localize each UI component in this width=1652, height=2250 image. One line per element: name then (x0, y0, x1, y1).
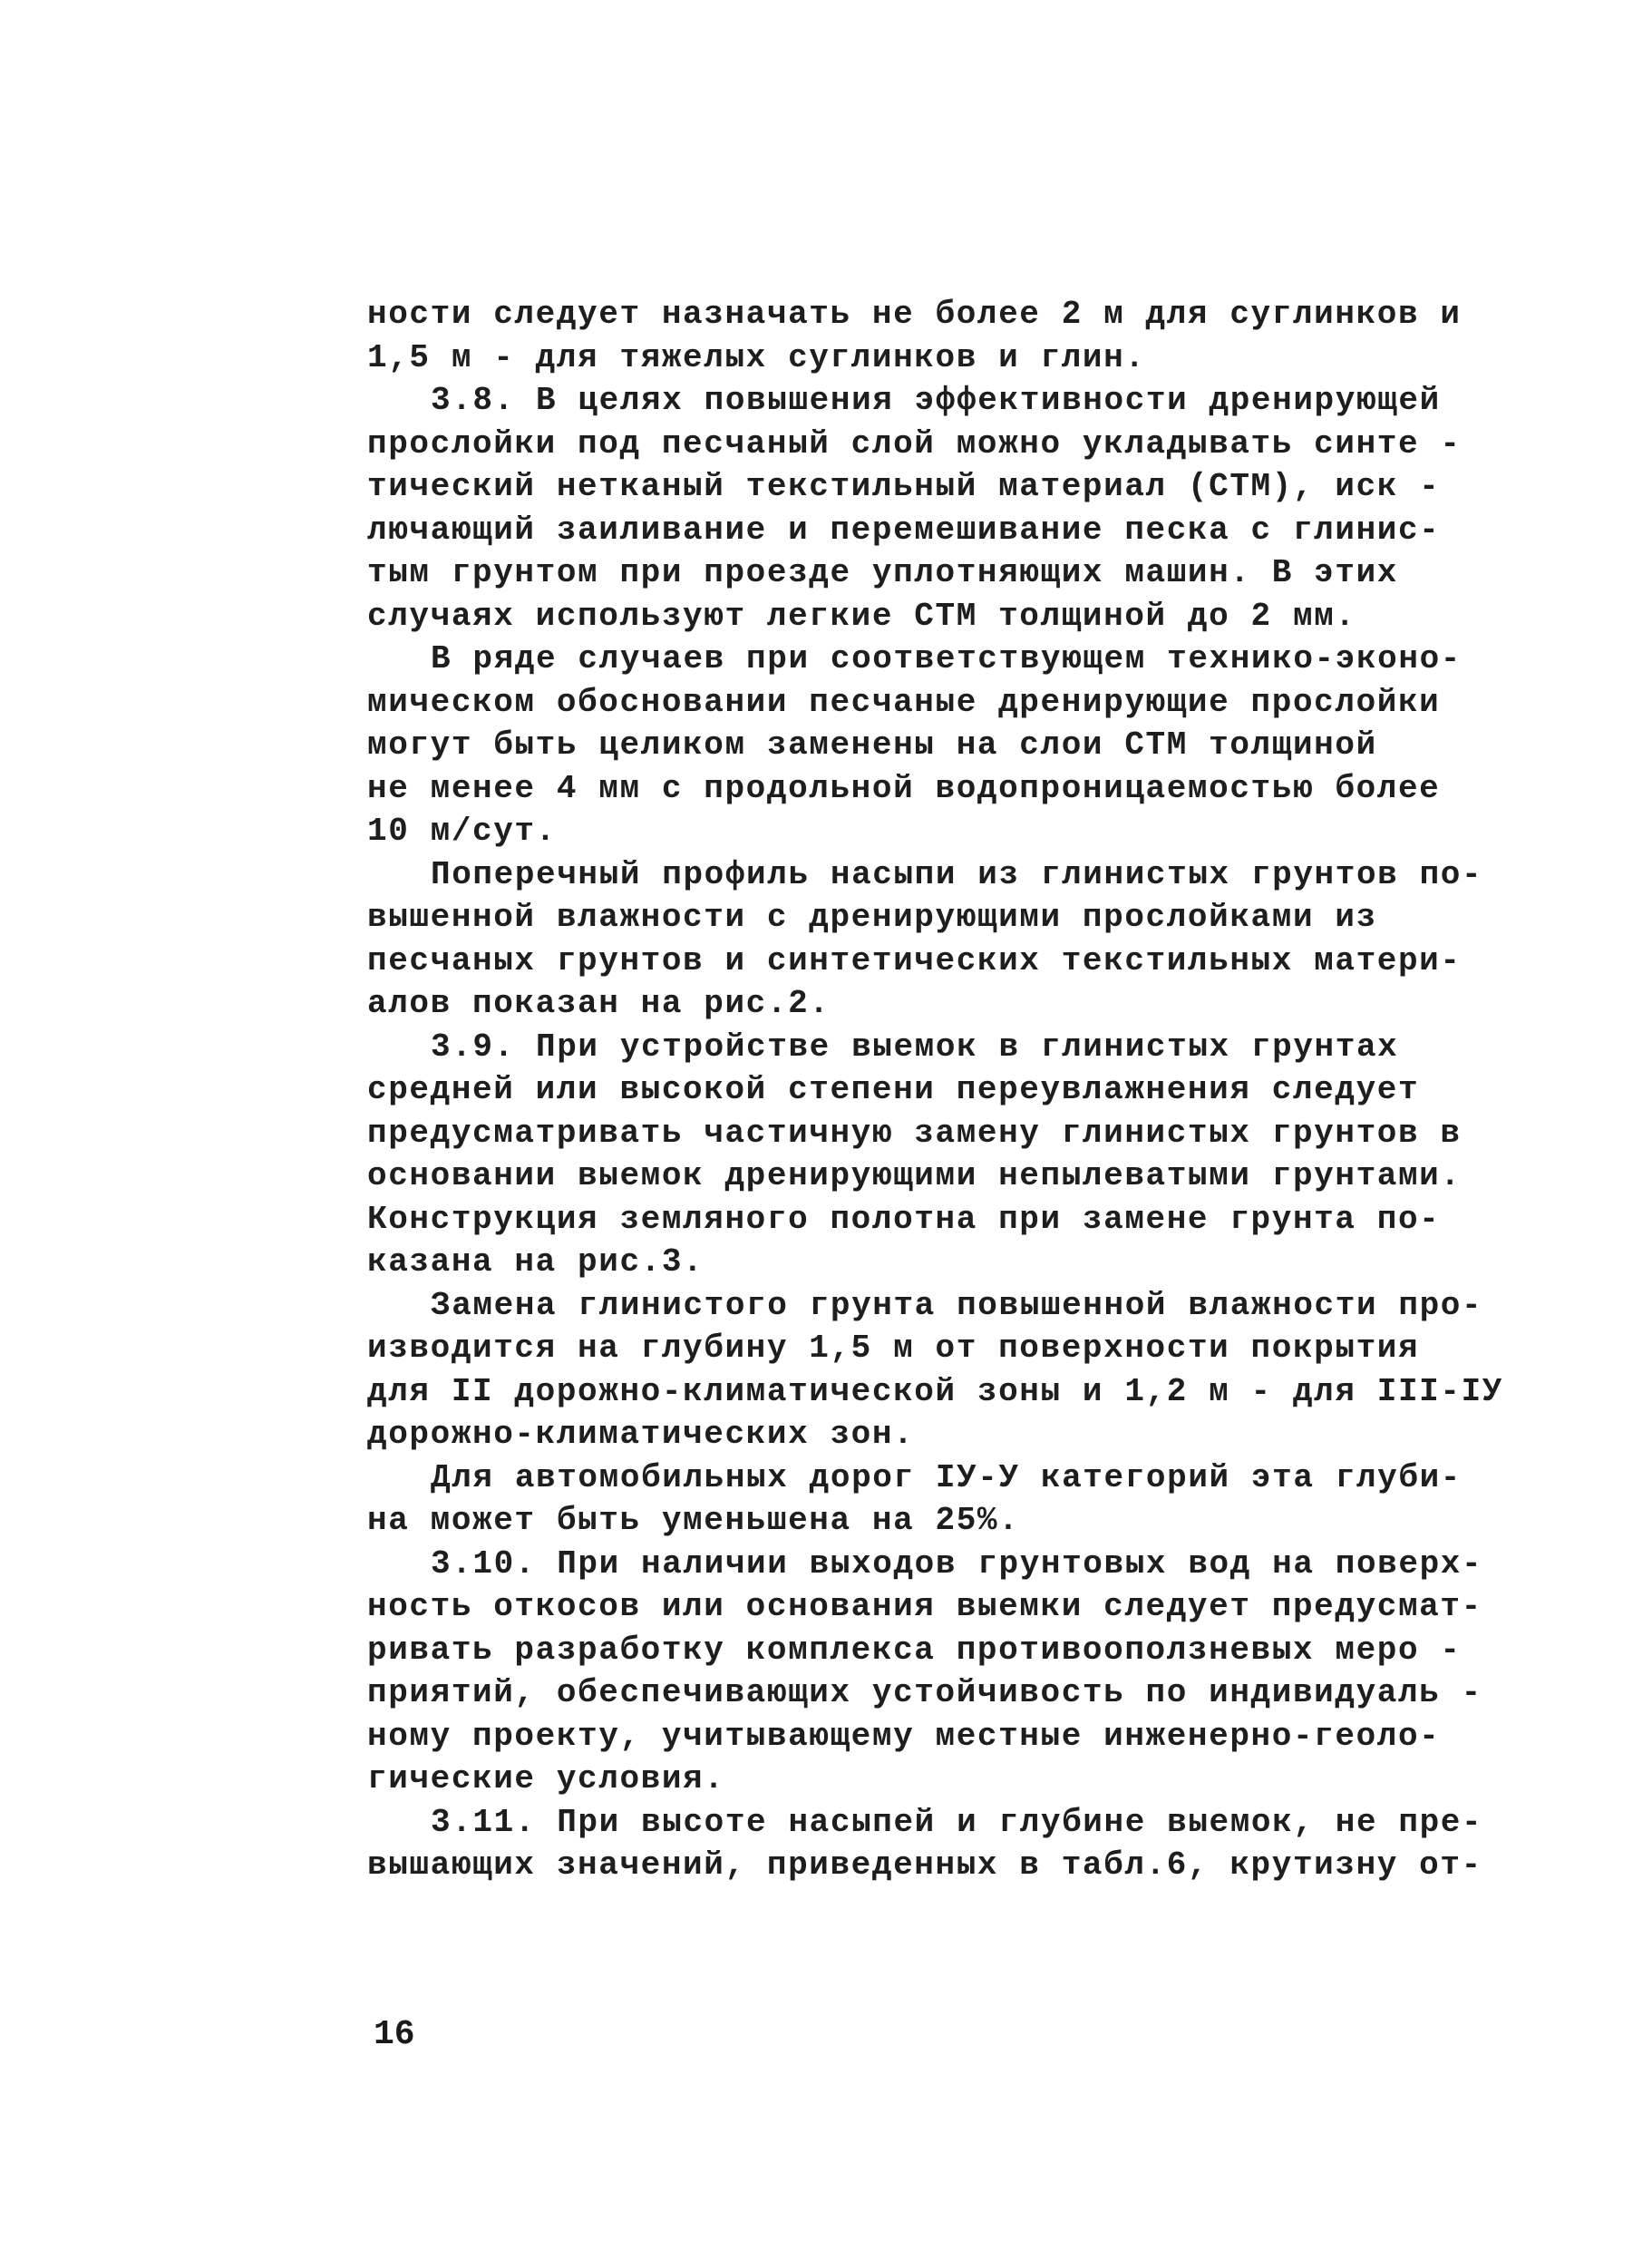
text-line: лючающий заиливание и перемешивание песка с глинис- (367, 511, 1441, 549)
text-line: тический нетканый текстильный материал (СТМ), иск - (367, 468, 1441, 505)
text-line: песчаных грунтов и синтетических текстильных матери- (367, 941, 1462, 979)
paragraph-start: В ряде случаев при соответствующем технико-эконо- (431, 640, 1462, 677)
text-line: не менее 4 мм с продольной водопроницаемостью более (367, 769, 1441, 807)
text-line: казана на рис.3. (367, 1243, 705, 1281)
text-line: прослойки под песчаный слой можно укладывать синте - (367, 424, 1462, 463)
paragraph-3-11-start: 3.11. При высоте насыпей и глубине выемок, не пре- (431, 1803, 1483, 1841)
text-line: ривать разработку комплекса противооползневых меро - (367, 1631, 1462, 1669)
text-line: на может быть уменьшена на 25%. (367, 1502, 1020, 1539)
paragraph-3-9-start: 3.9. При устройстве выемок в глинистых грунтах (431, 1028, 1399, 1066)
paragraph-start: Поперечный профиль насыпи из глинистых грунтов по- (431, 855, 1483, 893)
text-line: средней или высокой степени переувлажнения следует (367, 1071, 1420, 1108)
text-line: приятий, обеспечивающих устойчивость по индивидуаль - (367, 1674, 1482, 1711)
text-line: случаях используют легкие СТМ толщиной до 2 мм. (367, 597, 1356, 635)
text-line: гические условия. (367, 1760, 725, 1797)
text-line: могут быть целиком заменены на слои СТМ толщиной (367, 726, 1377, 764)
text-line: ности следует назначать не более 2 м для суглинков и (367, 296, 1462, 333)
text-line: для II дорожно-климатической зоны и 1,2 м - для III-IУ (367, 1372, 1503, 1410)
text-line: алов показан на рис.2. (367, 985, 831, 1022)
text-line: вышающих значений, приведенных в табл.6, крутизну от- (367, 1846, 1482, 1884)
text-line: ному проекту, учитывающему местные инженерно-геоло- (367, 1717, 1441, 1755)
text-line: основании выемок дренирующими непылеватыми грунтами. (367, 1157, 1462, 1194)
paragraph-start: Для автомобильных дорог IУ-У категорий эта глуби- (431, 1458, 1462, 1496)
text-line: тым грунтом при проезде уплотняющих машин. В этих (367, 554, 1398, 591)
body-text (367, 293, 1546, 1887)
text-line: вышенной влажности с дренирующими прослойками из (367, 899, 1377, 936)
text-line: дорожно-климатических зон. (367, 1416, 915, 1453)
text-line: предусматривать частичную замену глинистых грунтов в (367, 1114, 1462, 1152)
text-line: 1,5 м - для тяжелых суглинков и глин. (367, 338, 1146, 376)
text-line: ность откосов или основания выемки следует предусмат- (367, 1588, 1482, 1625)
text-line: 10 м/сут. (367, 813, 557, 850)
paragraph-start: Замена глинистого грунта повышенной влажности про- (431, 1286, 1483, 1324)
paragraph-3-10-start: 3.10. При наличии выходов грунтовых вод на поверх- (431, 1544, 1483, 1583)
page-number: 16 (374, 2015, 415, 2054)
text-line: изводится на глубину 1,5 м от поверхности покрытия (367, 1330, 1420, 1367)
paragraph-3-8-start: 3.8. В целях повышения эффективности дренирующей (431, 382, 1441, 419)
text-line: мическом обосновании песчаные дренирующие прослойки (367, 683, 1441, 721)
text-line: Конструкция земляного полотна при замене грунта по- (367, 1200, 1441, 1238)
